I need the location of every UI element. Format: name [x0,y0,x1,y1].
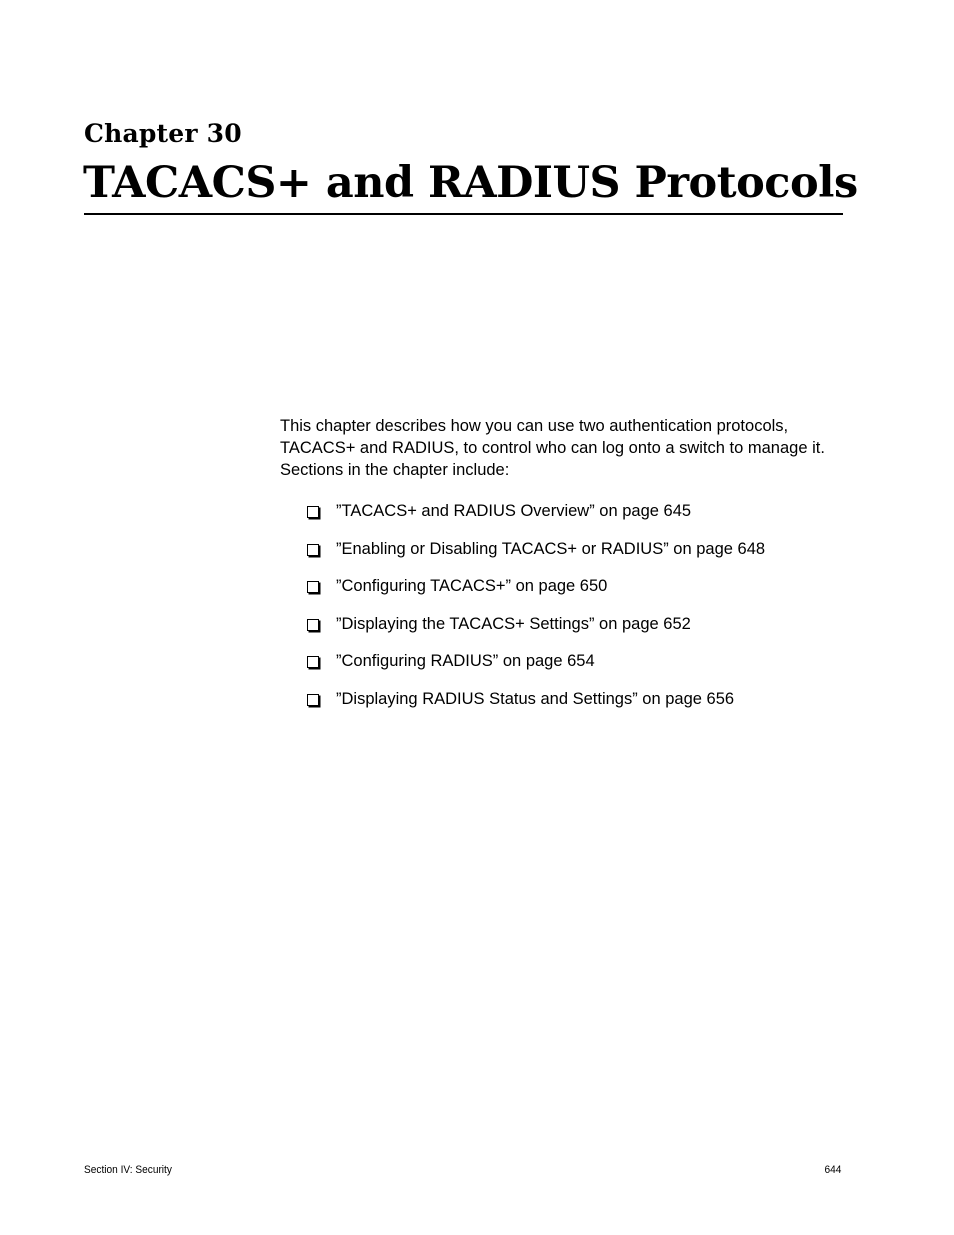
list-item [307,537,765,575]
section-list [307,499,765,724]
footer-section-label: Section IV: Security [84,1164,172,1176]
checkbox-bullet-icon [307,506,319,518]
footer-page-number: 644 [824,1164,841,1176]
checkbox-bullet-icon [307,544,319,556]
list-item [307,574,765,612]
list-item [307,687,765,725]
section-link[interactable]: ”TACACS+ and RADIUS Overview” on page 645 [336,502,692,520]
section-link[interactable]: ”Displaying RADIUS Status and Settings” on page 656 [336,689,735,708]
list-item [307,499,765,537]
checkbox-bullet-icon [307,694,319,706]
checkbox-bullet-icon [307,581,319,593]
section-link[interactable]: ”Configuring RADIUS” on page 654 [336,652,595,670]
title-divider [84,213,843,215]
checkbox-bullet-icon [307,656,319,668]
list-item [307,649,765,687]
checkbox-bullet-icon [307,619,319,631]
list-item [307,612,765,650]
chapter-title: TACACS+ and RADIUS Protocols [83,158,858,208]
section-link[interactable]: ”Configuring TACACS+” on page 650 [336,577,608,595]
chapter-label: Chapter 30 [84,119,242,148]
section-link[interactable]: ”Enabling or Disabling TACACS+ or RADIUS” on page 648 [336,539,766,558]
section-link[interactable]: ”Displaying the TACACS+ Settings” on page 652 [336,614,691,633]
intro-paragraph: This chapter describes how you can use two authentication protocols, TACACS+ and RADIUS, to control who can log onto a switch to manage it. Sections in the chapter include: [280,417,825,479]
